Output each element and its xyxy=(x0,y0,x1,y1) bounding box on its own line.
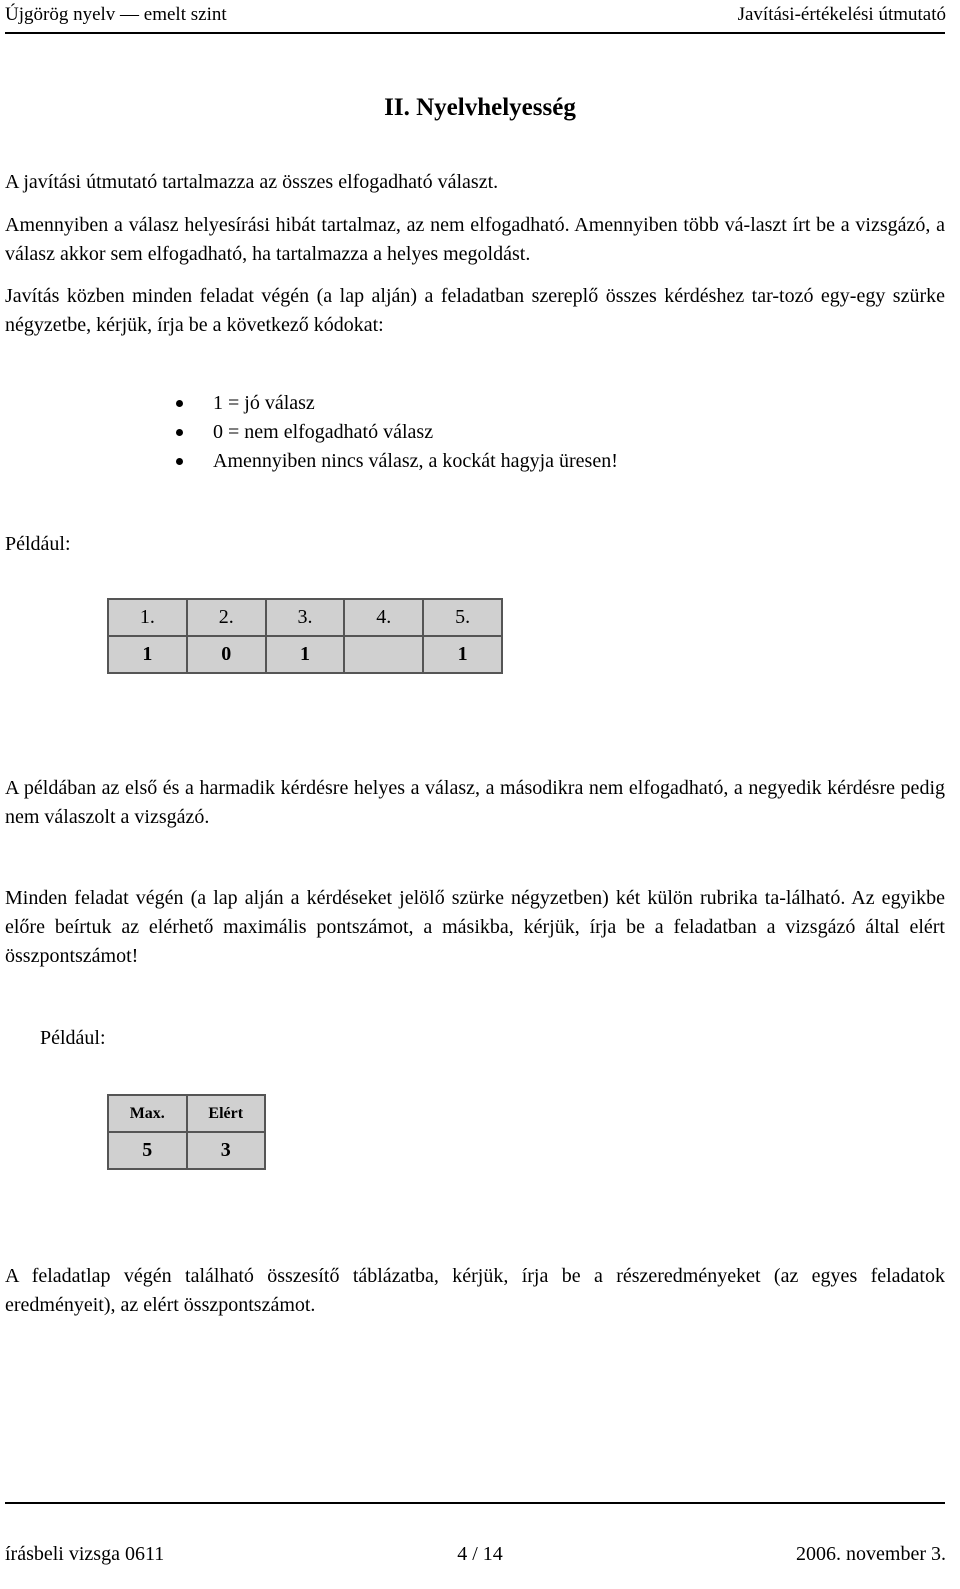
answer-code-cell xyxy=(344,636,423,673)
bullet-icon xyxy=(176,429,183,436)
question-number-cell: 4. xyxy=(344,599,423,636)
bullet-icon xyxy=(176,400,183,407)
example-score-table xyxy=(107,1094,266,1170)
paragraph-score-boxes: Minden feladat végén (a lap alján a kérdéseket jelölő szürke négyzetben) két külön rubrika ta-lálható. Az egyikbe előre beírtuk az elérhető maximális pontszámot, a másikba, kérjük, írja be a feladatban a vizsgázó által elért összpontszámot! xyxy=(5,887,945,967)
list-item xyxy=(176,447,618,476)
code-correct: 1 = jó válasz xyxy=(213,392,315,414)
score-label-max: Max. xyxy=(108,1095,187,1132)
paragraph-coding-instructions: Javítás közben minden feladat végén (a lap alján) a feladatban szereplő összes kérdéshez tar-tozó egy-egy szürke négyzetbe, kérjük, írja be a következő kódokat: xyxy=(5,285,945,336)
paragraph-example-explanation: A példában az első és a harmadik kérdésre helyes a válasz, a másodikra nem elfogadható, a negyedik kérdésre pedig nem válaszolt a vizsgázó. xyxy=(5,777,945,828)
paragraph-spelling-rule: Amennyiben a válasz helyesírási hibát tartalmaz, az nem elfogadható. Amennyiben több vá-laszt írt be a vizsgázó, a válasz akkor sem elfogadható, ha tartalmazza a helyes megoldást. xyxy=(5,214,945,265)
score-value-max: 5 xyxy=(108,1132,187,1169)
score-label-achieved: Elért xyxy=(187,1095,266,1132)
question-number-cell: 2. xyxy=(187,599,266,636)
question-number-cell: 1. xyxy=(108,599,187,636)
example-label-1: Például: xyxy=(5,533,71,555)
question-number-cell: 3. xyxy=(266,599,345,636)
header-rule xyxy=(5,32,945,34)
bullet-icon xyxy=(176,458,183,465)
footer-page-number: 4 / 14 xyxy=(457,1543,503,1565)
score-value-achieved: 3 xyxy=(187,1132,266,1169)
header-subject: Újgörög nyelv — emelt szint xyxy=(5,4,227,25)
paragraph-intro: A javítási útmutató tartalmazza az összes elfogadható választ. xyxy=(5,171,499,193)
header-document-type: Javítási-értékelési útmutató xyxy=(737,4,946,25)
footer-rule xyxy=(5,1502,945,1504)
code-incorrect: 0 = nem elfogadható válasz xyxy=(213,421,434,443)
example-label-2: Például: xyxy=(40,1027,106,1049)
answer-code-cell: 0 xyxy=(187,636,266,673)
list-item xyxy=(176,418,618,447)
code-list xyxy=(176,389,618,476)
list-item xyxy=(176,389,618,418)
example-answer-table xyxy=(107,598,503,674)
answer-code-cell: 1 xyxy=(423,636,502,673)
footer-date: 2006. november 3. xyxy=(796,1543,946,1565)
answer-code-cell: 1 xyxy=(108,636,187,673)
section-title: II. Nyelvhelyesség xyxy=(384,94,576,121)
answer-code-cell: 1 xyxy=(266,636,345,673)
footer-exam-code: írásbeli vizsga 0611 xyxy=(5,1543,165,1565)
paragraph-summary-table: A feladatlap végén található összesítő táblázatba, kérjük, írja be a részeredményeket (az egyes feladatok eredményeit), az elért összpontszámot. xyxy=(5,1265,945,1316)
question-number-cell: 5. xyxy=(423,599,502,636)
code-empty: Amennyiben nincs válasz, a kockát hagyja üresen! xyxy=(213,450,618,472)
